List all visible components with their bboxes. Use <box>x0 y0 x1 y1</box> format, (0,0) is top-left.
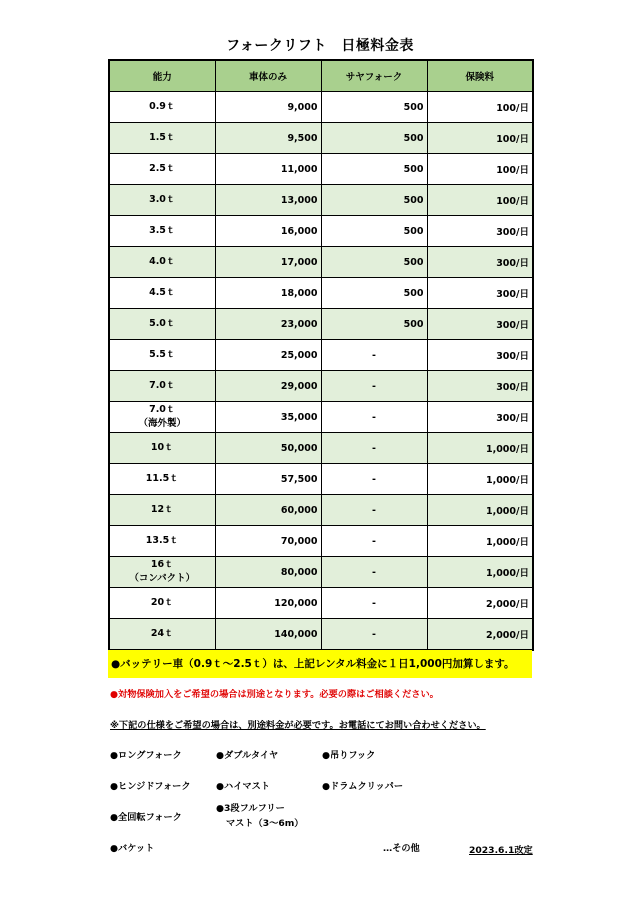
body-price-cell: 29,000 <box>215 371 321 402</box>
fork-price-cell: 500 <box>321 309 427 340</box>
table-row <box>109 340 533 371</box>
capacity-value: 4.0ｔ <box>149 256 176 268</box>
option-high-mast: ●ハイマスト <box>216 781 270 792</box>
insurance-cell: 100/日 <box>427 92 533 123</box>
table-row <box>109 309 533 340</box>
fork-price-cell: - <box>321 619 427 651</box>
capacity-note: （海外製） <box>138 418 186 429</box>
option-drum-clipper: ●ドラムクリッパー <box>322 781 404 792</box>
rate-table <box>108 59 534 651</box>
body-price-cell: 13,000 <box>215 185 321 216</box>
capacity-cell <box>109 619 215 651</box>
table-row <box>109 433 533 464</box>
table-row <box>109 557 533 588</box>
capacity-cell <box>109 464 215 495</box>
table-row <box>109 371 533 402</box>
capacity-value: 10ｔ <box>150 442 174 454</box>
battery-note: ●バッテリー車（0.9ｔ～2.5ｔ）は、上記レンタル料金に１日1,000円加算します。 <box>108 650 532 678</box>
option-double-tire: ●ダブルタイヤ <box>216 750 279 761</box>
capacity-cell <box>109 278 215 309</box>
capacity-value: 20ｔ <box>150 597 174 609</box>
capacity-value: 12ｔ <box>150 504 174 516</box>
insurance-cell: 2,000/日 <box>427 619 533 651</box>
capacity-cell <box>109 495 215 526</box>
table-row <box>109 247 533 278</box>
fork-price-cell: - <box>321 557 427 588</box>
capacity-cell <box>109 557 215 588</box>
body-price-cell: 9,500 <box>215 123 321 154</box>
insurance-cell: 1,000/日 <box>427 557 533 588</box>
rate-table-body <box>109 92 533 651</box>
body-price-cell: 50,000 <box>215 433 321 464</box>
insurance-cell: 300/日 <box>427 247 533 278</box>
option-hinged-fork: ●ヒンジドフォーク <box>110 781 191 792</box>
body-price-cell: 120,000 <box>215 588 321 619</box>
capacity-value: 4.5ｔ <box>149 287 176 299</box>
body-price-cell: 17,000 <box>215 247 321 278</box>
insurance-cell: 1,000/日 <box>427 464 533 495</box>
capacity-value: 3.5ｔ <box>149 225 176 237</box>
insurance-cell: 300/日 <box>427 278 533 309</box>
fork-price-cell: - <box>321 526 427 557</box>
insurance-cell: 100/日 <box>427 185 533 216</box>
capacity-value: 5.0ｔ <box>149 318 176 330</box>
body-price-cell: 80,000 <box>215 557 321 588</box>
insurance-cell: 100/日 <box>427 123 533 154</box>
fork-price-cell: 500 <box>321 247 427 278</box>
fork-price-cell: 500 <box>321 154 427 185</box>
fork-price-cell: - <box>321 495 427 526</box>
capacity-value: 2.5ｔ <box>149 163 176 175</box>
fork-price-cell: 500 <box>321 216 427 247</box>
fork-price-cell: - <box>321 588 427 619</box>
capacity-note: （コンパクト） <box>129 573 196 584</box>
insurance-cell: 300/日 <box>427 371 533 402</box>
capacity-cell <box>109 340 215 371</box>
body-price-cell: 23,000 <box>215 309 321 340</box>
capacity-cell <box>109 154 215 185</box>
body-price-cell: 9,000 <box>215 92 321 123</box>
capacity-value: 0.9ｔ <box>149 101 176 113</box>
table-row <box>109 588 533 619</box>
insurance-cell: 1,000/日 <box>427 526 533 557</box>
capacity-value: 24ｔ <box>150 628 174 640</box>
capacity-value: 3.0ｔ <box>149 194 176 206</box>
capacity-value: 5.5ｔ <box>149 349 176 361</box>
option-bucket: ●バケット <box>110 843 155 854</box>
body-price-cell: 11,000 <box>215 154 321 185</box>
option-hook: ●吊りフック <box>322 750 376 761</box>
insurance-cell: 1,000/日 <box>427 495 533 526</box>
insurance-cell: 300/日 <box>427 340 533 371</box>
fork-price-cell: - <box>321 371 427 402</box>
capacity-value: 7.0ｔ <box>149 404 176 416</box>
capacity-cell <box>109 247 215 278</box>
table-header-row <box>109 60 533 92</box>
option-full-free-line1: ●3段フルフリー <box>216 803 285 814</box>
capacity-cell <box>109 433 215 464</box>
fork-price-cell: 500 <box>321 278 427 309</box>
capacity-cell <box>109 402 215 433</box>
body-price-cell: 35,000 <box>215 402 321 433</box>
body-price-cell: 70,000 <box>215 526 321 557</box>
capacity-cell <box>109 526 215 557</box>
capacity-value: 16ｔ <box>150 559 174 571</box>
capacity-cell <box>109 123 215 154</box>
fork-price-cell: 500 <box>321 92 427 123</box>
insurance-cell: 2,000/日 <box>427 588 533 619</box>
header-sheath-fork: サヤフォーク <box>321 60 427 92</box>
insurance-cell: 1,000/日 <box>427 433 533 464</box>
capacity-cell <box>109 185 215 216</box>
option-full-free-line2: マスト（3～6m） <box>226 818 304 829</box>
insurance-cell: 100/日 <box>427 154 533 185</box>
capacity-cell <box>109 216 215 247</box>
body-price-cell: 60,000 <box>215 495 321 526</box>
revision-date: 2023.6.1改定 <box>469 845 533 856</box>
insurance-cell: 300/日 <box>427 402 533 433</box>
option-full-free-mast <box>216 801 303 831</box>
capacity-value: 11.5ｔ <box>145 473 179 485</box>
option-others: …その他 <box>383 843 420 854</box>
fork-price-cell: 500 <box>321 123 427 154</box>
options-note: ※下記の仕様をご希望の場合は、別途料金が必要です。お電話にてお問い合わせください。 <box>110 720 486 731</box>
table-row <box>109 495 533 526</box>
option-rotating-fork: ●全回転フォーク <box>110 812 182 823</box>
fork-price-cell: - <box>321 433 427 464</box>
body-price-cell: 25,000 <box>215 340 321 371</box>
body-price-cell: 16,000 <box>215 216 321 247</box>
body-price-cell: 57,500 <box>215 464 321 495</box>
fork-price-cell: - <box>321 340 427 371</box>
table-row <box>109 216 533 247</box>
page-title: フォークリフト 日極料金表 <box>226 38 414 54</box>
capacity-cell <box>109 588 215 619</box>
table-row <box>109 278 533 309</box>
table-row <box>109 619 533 651</box>
insurance-cell: 300/日 <box>427 216 533 247</box>
capacity-cell <box>109 371 215 402</box>
capacity-value: 13.5ｔ <box>145 535 179 547</box>
fork-price-cell: - <box>321 464 427 495</box>
option-long-fork: ●ロングフォーク <box>110 750 182 761</box>
table-row <box>109 154 533 185</box>
body-price-cell: 18,000 <box>215 278 321 309</box>
header-insurance: 保険料 <box>427 60 533 92</box>
header-body-only: 車体のみ <box>215 60 321 92</box>
table-row <box>109 185 533 216</box>
body-price-cell: 140,000 <box>215 619 321 651</box>
capacity-cell <box>109 309 215 340</box>
table-row <box>109 464 533 495</box>
fork-price-cell: - <box>321 402 427 433</box>
table-row <box>109 402 533 433</box>
table-row <box>109 526 533 557</box>
insurance-note: ●対物保険加入をご希望の場合は別途となります。必要の際はご相談ください。 <box>110 689 439 700</box>
capacity-value: 1.5ｔ <box>149 132 176 144</box>
insurance-cell: 300/日 <box>427 309 533 340</box>
capacity-cell <box>109 92 215 123</box>
header-capacity: 能力 <box>109 60 215 92</box>
capacity-value: 7.0ｔ <box>149 380 176 392</box>
table-row <box>109 92 533 123</box>
fork-price-cell: 500 <box>321 185 427 216</box>
table-row <box>109 123 533 154</box>
